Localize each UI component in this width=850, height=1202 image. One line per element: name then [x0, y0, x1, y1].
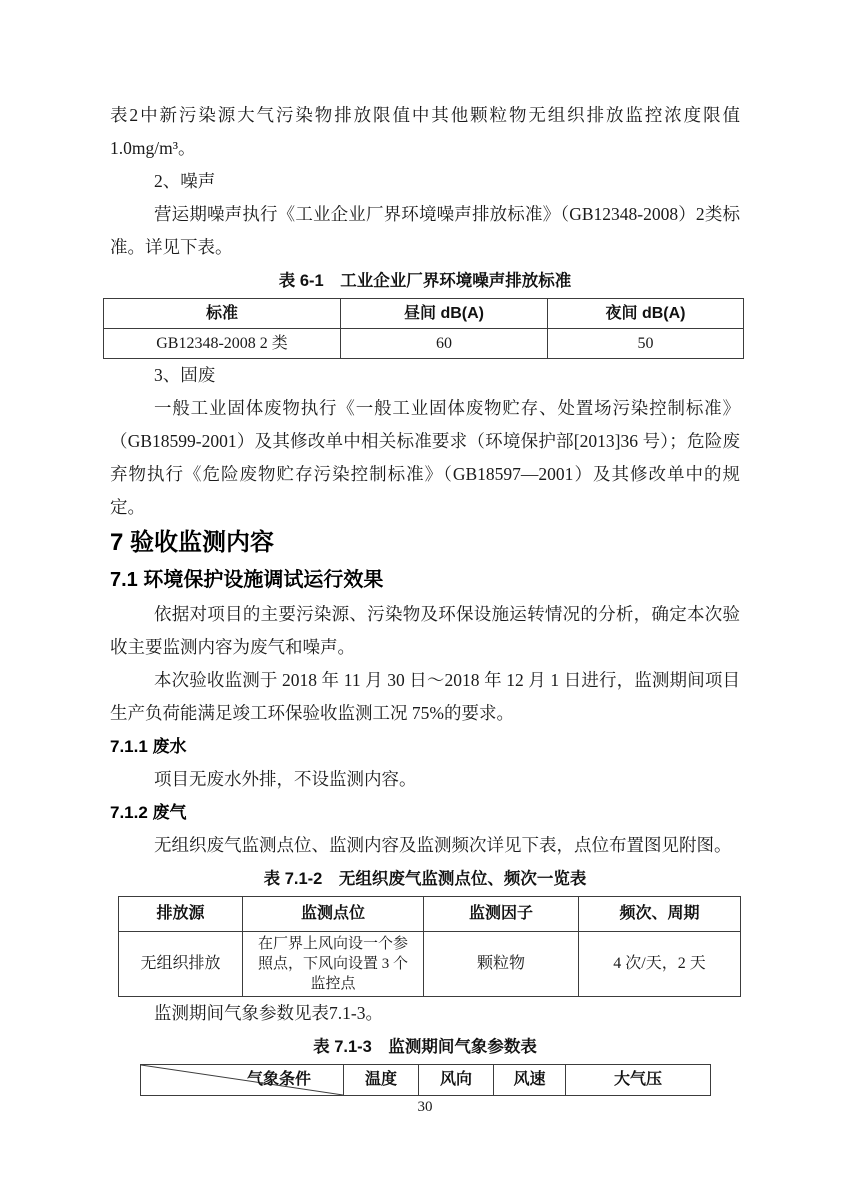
table-row — [119, 932, 741, 997]
table-6-1-caption: 表 6-1 工业企业厂界环境噪声排放标准 — [278, 272, 572, 290]
table-7-1-2-caption: 表 7.1-2 无组织废气监测点位、频次一览表 — [263, 870, 587, 888]
page-number: 30 — [417, 1099, 433, 1115]
paragraph-noise-standard: 营运期噪声执行《工业企业厂界环境噪声排放标准》（GB12348-2008）2类标准。详见下表。 — [110, 204, 740, 257]
column-header-frequency-period: 频次、周期 — [579, 897, 741, 932]
paragraph-solid-waste-standard: 一般工业固体废物执行《一般工业固体废物贮存、处置场污染控制标准》（GB18599-2001）及其修改单中相关标准要求（环境保护部[2013]36 号）；危险废弃物执行《危险废物贮存污染控制标准》（GB18597—2001）及其修改单中的规定。 — [110, 398, 740, 517]
column-header-monitoring-factor: 监测因子 — [424, 897, 579, 932]
cell-daytime-value: 60 — [341, 329, 548, 359]
subsection-heading-waste-gas: 7.1.2 废气 — [110, 803, 187, 822]
table-header-row — [119, 897, 741, 932]
column-header-night: 夜间 dB(A) — [548, 299, 744, 329]
cell-standard-name: GB12348-2008 2 类 — [104, 329, 341, 359]
page-content — [110, 99, 740, 1096]
weather-params-table — [140, 1064, 711, 1096]
column-header-emission-source: 排放源 — [119, 897, 243, 932]
column-header-wind-speed: 风速 — [494, 1065, 566, 1096]
column-header-wind-direction: 风向 — [419, 1065, 494, 1096]
paragraph-monitoring-schedule: 本次验收监测于 2018 年 11 月 30 日～2018 年 12 月 1 日进行，监测期间项目生产负荷能满足竣工环保验收监测工况 75%的要求。 — [110, 670, 740, 723]
diagonal-header-cell — [141, 1065, 344, 1096]
paragraph-waste-gas: 无组织废气监测点位、监测内容及监测频次详见下表，点位布置图见附图。 — [154, 835, 732, 855]
paragraph-wastewater: 项目无废水外排，不设监测内容。 — [154, 769, 417, 789]
section-heading-7-1: 7.1 环境保护设施调试运行效果 — [110, 569, 384, 591]
cell-frequency-period: 4 次/天，2 天 — [579, 932, 741, 997]
table-7-1-3-caption: 表 7.1-3 监测期间气象参数表 — [313, 1038, 537, 1056]
list-item-solid-waste: 3、固废 — [154, 365, 216, 385]
cell-emission-source: 无组织排放 — [119, 932, 243, 997]
chapter-heading: 7 验收监测内容 — [110, 529, 275, 556]
list-item-noise: 2、噪声 — [154, 171, 216, 191]
table-header-row — [141, 1065, 711, 1096]
column-header-monitoring-point: 监测点位 — [243, 897, 424, 932]
paragraph-monitoring-basis: 依据对项目的主要污染源、污染物及环保设施运转情况的分析，确定本次验收主要监测内容为废气和噪声。 — [110, 604, 740, 657]
cell-monitoring-point: 在厂界上风向设一个参照点，下风向设置 3 个监控点 — [243, 932, 424, 997]
paragraph-weather-note: 监测期间气象参数见表7.1-3。 — [154, 1003, 383, 1023]
column-header-temperature: 温度 — [344, 1065, 419, 1096]
table-header-row — [104, 299, 744, 329]
cell-monitoring-factor: 颗粒物 — [424, 932, 579, 997]
column-header-daytime: 昼间 dB(A) — [341, 299, 548, 329]
column-header-standard: 标准 — [104, 299, 341, 329]
noise-standard-table — [103, 298, 744, 359]
table-row — [104, 329, 744, 359]
column-header-air-pressure: 大气压 — [566, 1065, 711, 1096]
gas-monitoring-table — [118, 896, 741, 997]
paragraph-particulate-limit: 表2中新污染源大气污染物排放限值中其他颗粒物无组织排放监控浓度限值1.0mg/m³。 — [110, 105, 740, 158]
subsection-heading-wastewater: 7.1.1 废水 — [110, 737, 187, 756]
diagonal-header-label: 气象条件 — [246, 1071, 311, 1088]
cell-night-value: 50 — [548, 329, 744, 359]
